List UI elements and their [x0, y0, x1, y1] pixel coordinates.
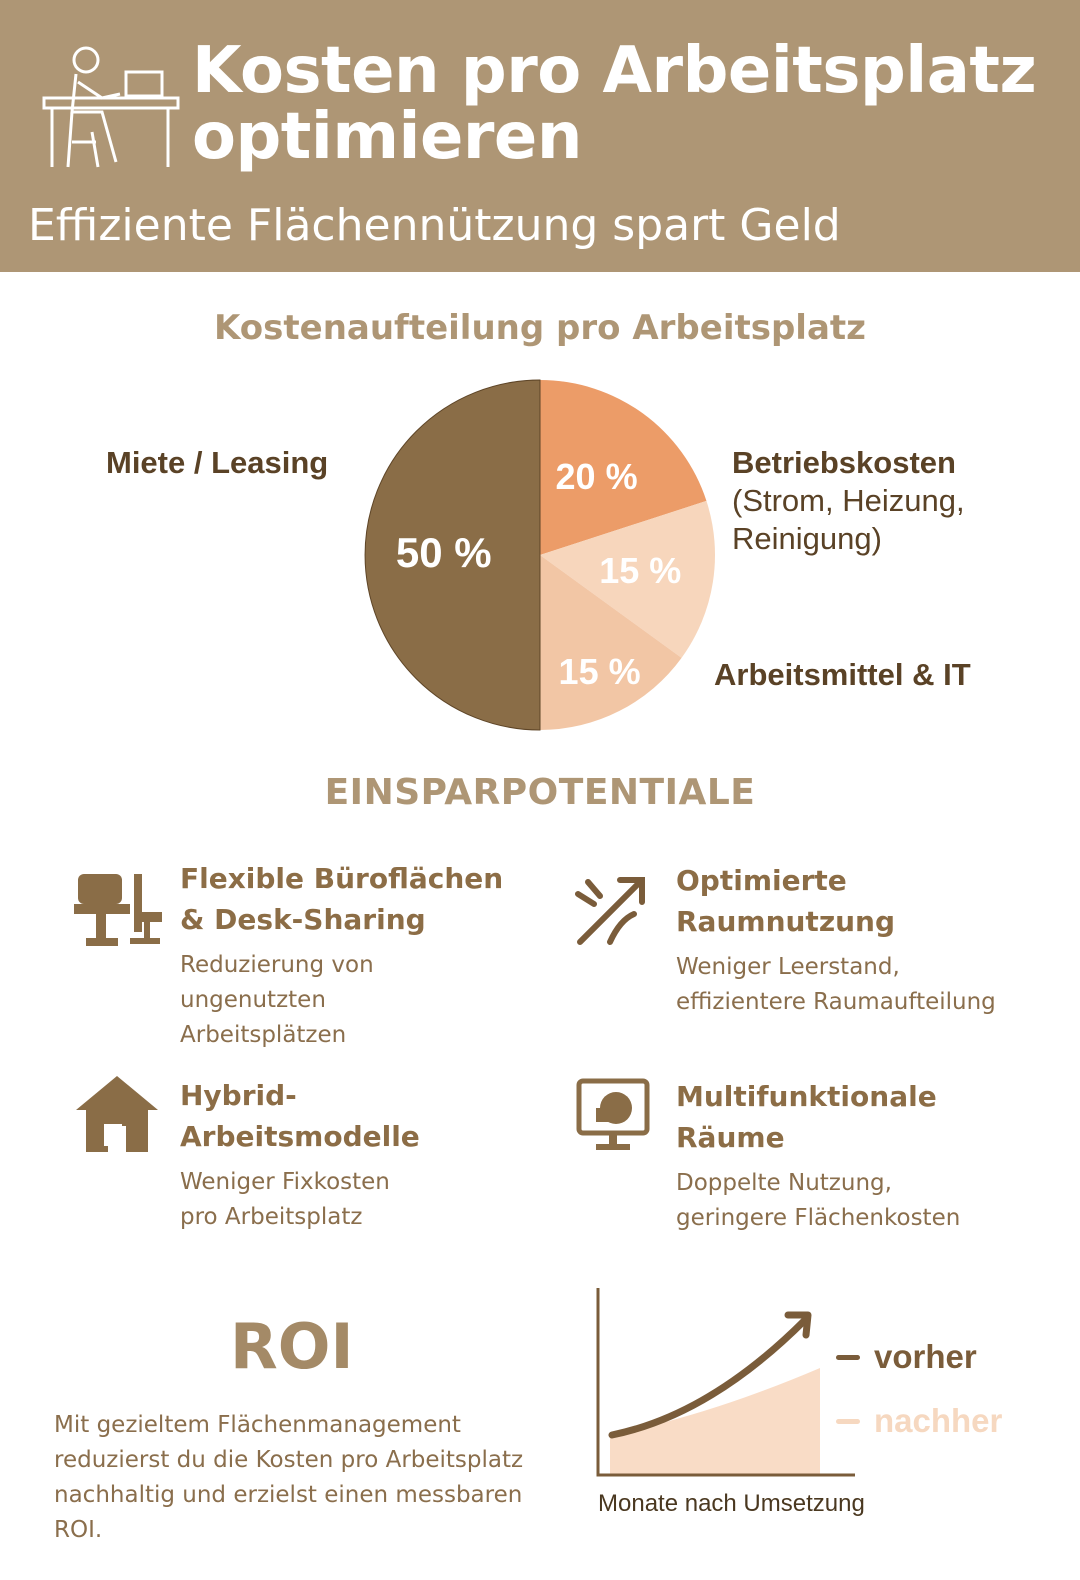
- desk-chair-icon: [74, 872, 166, 950]
- legend-vorher: vorher: [874, 1338, 977, 1375]
- legend-nachher: nachher: [874, 1402, 1003, 1439]
- pie-slice-label: 15 %: [599, 549, 682, 591]
- label-arbeitsmittel: Arbeitsmittel & IT: [714, 657, 971, 692]
- header: [0, 0, 1080, 272]
- legend-swatch-vorher: [836, 1355, 860, 1360]
- monitor-icon: [576, 1078, 650, 1152]
- saving-item-flexible: Flexible Büroflächen & Desk-Sharing Reduzierung von ungenutzten Arbeitsplätzen: [180, 862, 504, 1048]
- saving-item-raumnutzung: Optimierte Raumnutzung Weniger Leerstand, effizientere Raumaufteilung: [676, 864, 996, 1015]
- pie-slice-label: 50 %: [395, 529, 492, 576]
- legend-swatch-nachher: [836, 1419, 860, 1424]
- label-miete: Miete / Leasing: [106, 445, 329, 480]
- pie-slice-label: 20 %: [555, 456, 638, 498]
- roi-text: Mit gezieltem Flächenmanagement reduzierst du die Kosten pro Arbeitsplatz nachhaltig und erzielst einen messbaren ROI.: [54, 1412, 524, 1543]
- x-axis-label: Monate nach Umsetzung: [598, 1490, 865, 1517]
- label-betriebskosten: Betriebskosten (Strom, Heizung, Reinigung): [732, 445, 965, 556]
- roi-chart: [590, 1285, 870, 1485]
- saving-item-hybrid: Hybrid- Arbeitsmodelle Weniger Fixkosten pro Arbeitsplatz: [180, 1079, 420, 1230]
- saving-item-multifunktional: Multifunktionale Räume Doppelte Nutzung, geringere Flächenkosten: [676, 1080, 961, 1231]
- pie-chart-title: Kostenaufteilung pro Arbeitsplatz: [214, 308, 866, 348]
- roi-title: ROI: [230, 1310, 354, 1383]
- house-icon: [74, 1074, 160, 1154]
- arrow-optimize-icon: [574, 874, 650, 946]
- desk-worker-icon: [42, 42, 182, 172]
- pie-slice-label: 15 %: [558, 650, 641, 692]
- page-subtitle: Effiziente Flächennützung spart Geld: [28, 200, 841, 251]
- area-nachher: [610, 1368, 820, 1475]
- savings-title: EINSPARPOTENTIALE: [324, 772, 756, 813]
- page-title: Kosten pro Arbeitsplatz optimieren: [192, 34, 1037, 174]
